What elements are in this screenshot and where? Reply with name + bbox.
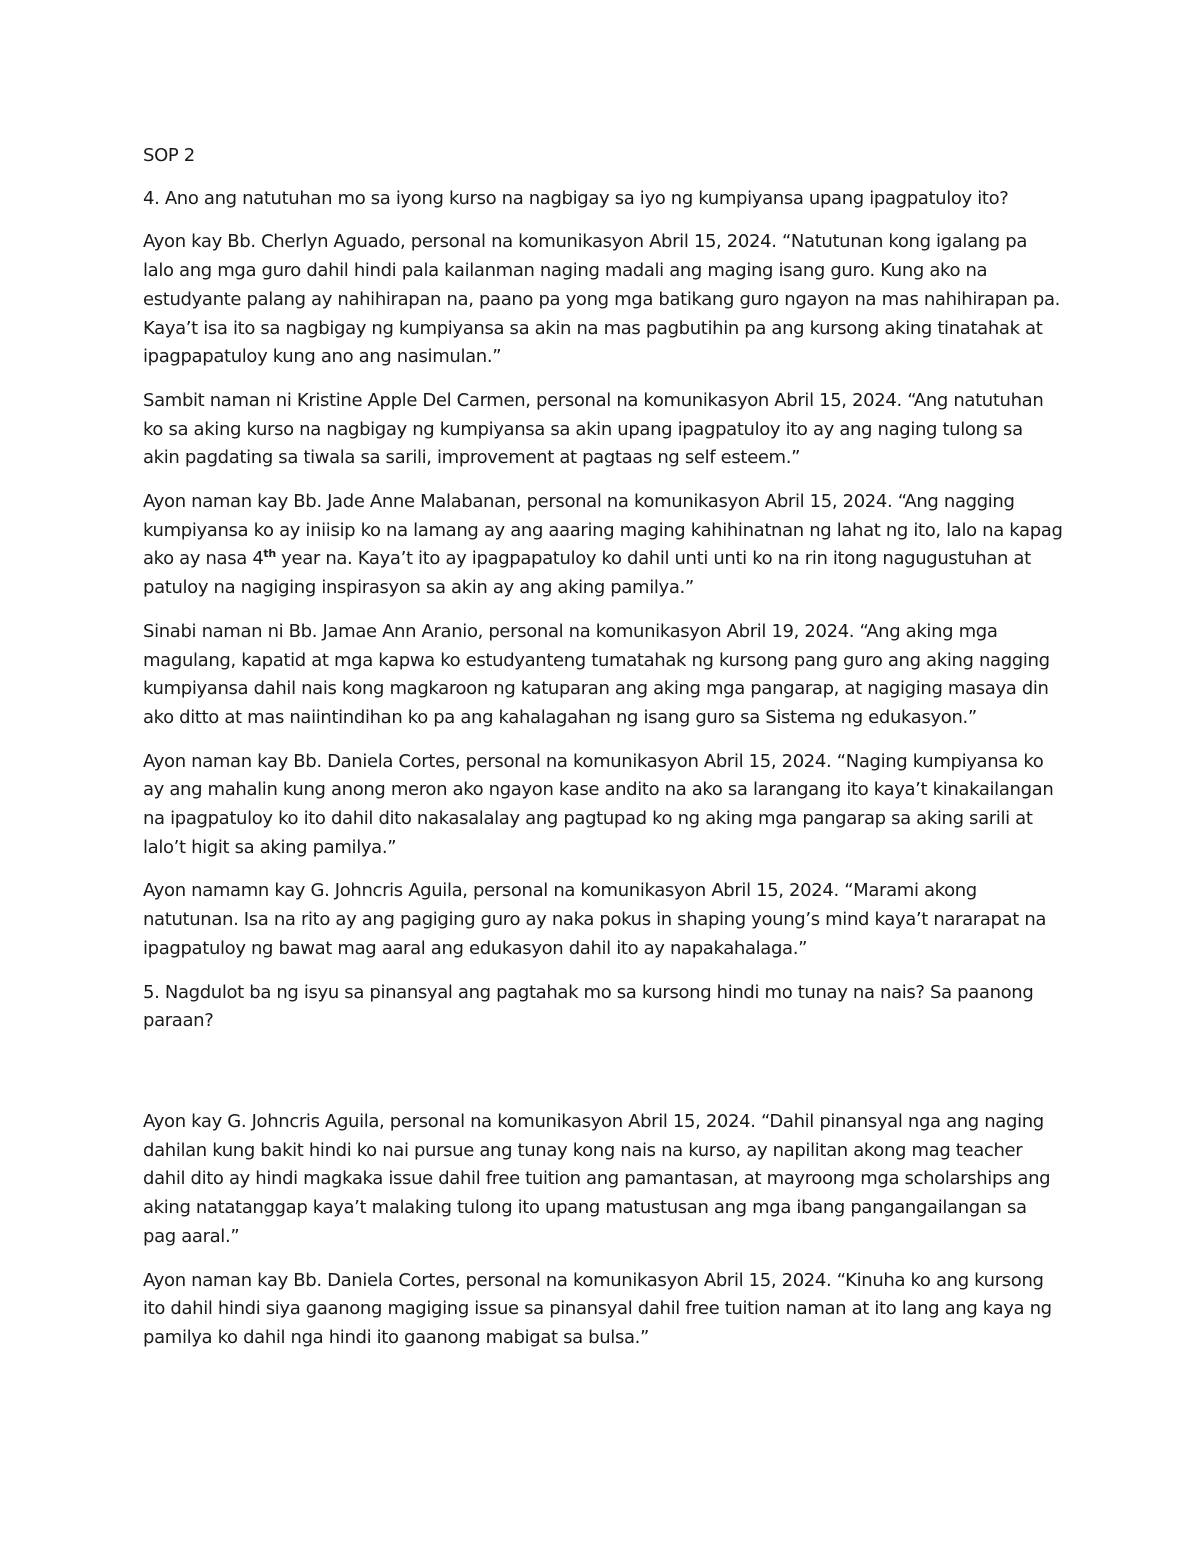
response-del-carmen: Sambit naman ni Kristine Apple Del Carmen, personal na komunikasyon Abril 15, 2024. “Ang natutuhan ko sa aking kurso na nagbigay ng kumpiyansa sa akin upang ipagpatuloy ito ay ang naging tulong sa akin pagdating sa tiwala sa sarili, improvement at pagtaas ng self esteem.” <box>143 389 1044 469</box>
response-aguila-q5: Ayon kay G. Johncris Aguila, personal na komunikasyon Abril 15, 2024. “Dahil pinansyal nga ang naging dahilan kung bakit hindi ko nai pursue ang tunay kong nais na kurso, ay napilitan akong mag teacher dahil dito ay hindi magkaka issue dahil free tuition ang pamantasan, at mayroong mga scholarships ang aking natatanggap kaya’t malaking tulong ito upang matustusan ang mga ibang pangangailangan sa pag aaral.” <box>143 1110 1051 1247</box>
response-malabanan-text-b: year na. Kaya’t ito ay ipagpapatuloy ko dahil unti unti ko na rin itong nagugustuhan at patuloy na nagiging inspirasyon sa akin ay ang aking pamilya.” <box>143 548 1031 599</box>
response-cortes-q5: Ayon naman kay Bb. Daniela Cortes, personal na komunikasyon Abril 15, 2024. “Kinuha ko ang kursong ito dahil hindi siya gaanong magiging issue sa pinansyal dahil free tuition naman at ito lang ang kaya ng pamilya ko dahil nga hindi ito gaanong mabigat sa bulsa.” <box>143 1269 1052 1348</box>
response-aranio: Sinabi naman ni Bb. Jamae Ann Aranio, personal na komunikasyon Abril 19, 2024. “Ang aking mga magulang, kapatid at mga kapwa ko estudyanteng tumatahak ng kursong pang guro ang aking nagging kumpiyansa dahil nais kong magkaroon ng katuparan ang aking mga pangarap, at nagiging masaya din ako ditto at mas naiintindihan ko pa ang kahalagahan ng isang guro sa Sistema ng edukasyon.” <box>143 620 1050 728</box>
response-aguila-q4: Ayon namamn kay G. Johncris Aguila, personal na komunikasyon Abril 15, 2024. “Marami akong natutunan. Isa na rito ay ang pagiging guro ay naka pokus in shaping young’s mind kaya’t nararapat na ipagpatuloy ng bawat mag aaral ang edukasyon dahil ito ay napakahalaga.” <box>143 880 1047 959</box>
response-aguado: Ayon kay Bb. Cherlyn Aguado, personal na komunikasyon Abril 15, 2024. “Natutunan kong igalang pa lalo ang mga guro dahil hindi pala kailanman naging madali ang maging isang guro. Kung ako na estudyante palang ay nahihirapan na, paano pa yong mga batikang guro ngayon na mas nahihirapan pa. Kaya’t isa ito sa nagbigay ng kumpiyansa sa akin na mas pagbutihin pa ang kursong aking tinatahak at ipagpapatuloy kung ano ang nasimulan.” <box>143 231 1061 368</box>
document-title: SOP 2 <box>143 145 195 166</box>
question-5: 5. Nagdulot ba ng isyu sa pinansyal ang pagtahak mo sa kursong hindi mo tunay na nais? Sa paanong paraan? <box>143 981 1034 1032</box>
question-4: 4. Ano ang natutuhan mo sa iyong kurso na nagbigay sa iyo ng kumpiyansa upang ipagpatuloy ito? <box>143 187 1009 209</box>
response-malabanan <box>143 488 1063 603</box>
document-body <box>143 142 1063 1368</box>
response-cortes-q4: Ayon naman kay Bb. Daniela Cortes, personal na komunikasyon Abril 15, 2024. “Naging kumpiyansa ko ay ang mahalin kung anong meron ako ngayon kase andito na ako sa larangang ito kaya’t kinakailangan na ipagpatuloy ko ito dahil dito nakasalalay ang pagtupad ko ng aking mga pangarap sa aking sarili at lalo’t higit sa aking pamilya.” <box>143 750 1054 858</box>
response-malabanan-text-a: Ayon naman kay Bb. Jade Anne Malabanan, personal na komunikasyon Abril 15, 2024. “Ang nagging kumpiyansa ko ay iniisip ko na lamang ay ang aaaring maging kahihinatnan ng lahat ng ito, lalo na kapag ako ay nasa 4 <box>143 491 1063 570</box>
superscript-th: th <box>263 547 276 561</box>
